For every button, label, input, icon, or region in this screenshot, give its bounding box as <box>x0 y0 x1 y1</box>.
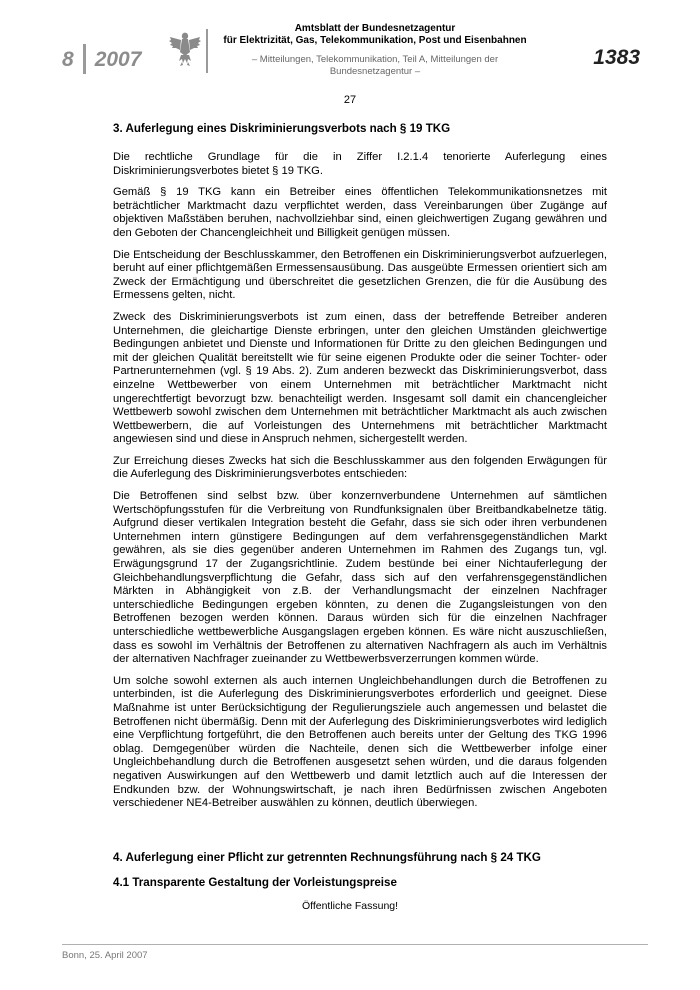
document-body <box>113 122 607 890</box>
journal-subtitle: – Mitteilungen, Telekommunikation, Teil A, Mitteilungen der Bundesnetzagentur – <box>251 54 499 77</box>
paragraph: Die rechtliche Grundlage für die in Ziffer I.2.1.4 tenorierte Auferlegung eines Diskriminierungsverbotes bietet § 19 TKG. <box>113 151 607 177</box>
footer-date: Bonn, 25. April 2007 <box>62 950 148 961</box>
issue-divider <box>83 44 86 74</box>
paragraph: Zweck des Diskriminierungsverbots ist zum einen, dass der betreffende Betreiber anderen Unternehmen, die gleichartige Dienste erbringen, unter den gleichen Umständen gleichwertige Bedingungen anbietet und Dienste und Informationen für Dritte zu den gleichen Bedingungen und mit der gleichen Qualität bereitstellt wie für seine eigenen Produkte oder die seiner Tochter- oder Partnerunternehmen (vgl. § 19 Abs. 2). Zum anderen bezweckt das Diskriminierungsverbot, dass einzelne Wettbewerber von einem Unternehmen mit beträchtlicher Marktmacht nicht ungerechtfertigt bevorzugt bzw. benachteiligt werden. Insgesamt soll damit ein chancengleicher Wettbewerb sowohl zwischen dem Unternehmen mit beträchtlicher Marktmacht als auch zwischen Wettbewerbern, die auf Vorleistungen des Unternehmens mit beträchtlicher Marktmacht angewiesen sind und diese in Anspruch nehmen, sichergestellt werden. <box>113 310 607 446</box>
public-version-note: Öffentliche Fassung! <box>301 900 399 912</box>
issue-number: 8 <box>62 47 74 71</box>
journal-title <box>216 23 534 47</box>
document-page-number: 27 <box>343 94 357 106</box>
paragraph: Die Betroffenen sind selbst bzw. über konzernverbundene Unternehmen auf sämtlichen Wertschöpfungsstufen für die Verbreitung von Rundfunksignalen über Breitbandkabelnetze tätig. Aufgrund dieser vertikalen Integration besteht die Gefahr, dass sie sich oder ihren verbundenen Unternehmen intern günstigere Bedingungen auf dem verfahrensgegenständlichen Markt gewähren, als sie dies gegenüber anderen Unternehmen im Rahmen des Zugangs tun, vgl. Erwägungsgrund 17 der Zugangsrichtlinie. Zudem bestünde bei einer Nichtauferlegung der Gleichbehandlungsverpflichtung die Gefahr, dass sich auf den verfahrensgegenständlichen Märkten in Abhängigkeit von z.B. der Verhandlungsmacht der einzelnen Nachfrager unterschiedliche Bedingungen ergeben könnten, zu denen die Zugangsleistungen von den Betroffenen bezogen werden können. Daraus würden sich für die einzelnen Nachfrager unterschiedliche wettbewerbliche Ausgangslagen ergeben können. Es wäre nicht auszuschließen, dass es sowohl im Verhältnis der Betroffenen zu alternativen Nachfragern als auch im Verhältnis der alternativen Nachfrager zueinander zu Wettbewerbsverzerrungen kommen würde. <box>113 490 607 666</box>
paragraph: Gemäß § 19 TKG kann ein Betreiber eines öffentlichen Telekommunikationsnetzes mit beträchtlicher Marktmacht dazu verpflichtet werden, dass Vereinbarungen über Zugänge auf objektiven Maßstäben beruhen, nachvollziehbar sind, einen gleichwertigen Zugang gewähren und den Geboten der Chancengleichheit und Billigkeit genügen müssen. <box>113 186 607 239</box>
federal-eagle-icon <box>169 28 201 68</box>
journal-title-line2: für Elektrizität, Gas, Telekommunikation, Post und Eisenbahnen <box>223 35 527 46</box>
issue-year: 2007 <box>94 47 142 71</box>
footer-divider <box>62 944 648 945</box>
emblem-divider <box>206 29 208 73</box>
paragraph: Zur Erreichung dieses Zwecks hat sich die Beschlusskammer aus den folgenden Erwägungen für die Auferlegung des Diskriminierungsverbotes entschieden: <box>113 454 607 481</box>
section-3-heading: 3. Auferlegung eines Diskriminierungsverbots nach § 19 TKG <box>113 122 451 135</box>
section-4-heading: 4. Auferlegung einer Pflicht zur getrennten Rechnungsführung nach § 24 TKG <box>113 850 541 864</box>
paragraph: Die Entscheidung der Beschlusskammer, den Betroffenen ein Diskriminierungsverbot aufzuerlegen, beruht auf einer pflichtgemäßen Ermessensausübung. Das ausgeübte Ermessen orientiert sich am Zweck der Ermächtigung und überschreitet die gesetzlichen Grenzen, die für die Ausübung des Ermessens gelten, nicht. <box>113 248 607 302</box>
journal-title-line1: Amtsblatt der Bundesnetzagentur <box>294 23 456 34</box>
journal-page-number: 1383 <box>593 46 640 69</box>
paragraph: Um solche sowohl externen als auch internen Ungleichbehandlungen durch die Betroffenen zu unterbinden, ist die Auferlegung des Diskriminierungsverbotes erforderlich und geeignet. Diese Maßnahme ist unter Berücksichtigung der Regulierungsziele auch angemessen und belastet die Betroffenen nicht übermäßig. Denn mit der Auferlegung des Diskriminierungsverbotes wird lediglich eine Verpflichtung fortgeführt, die den Betroffenen auch bereits unter der Geltung des TKG 1996 oblag. Demgegenüber würden die Nachteile, denen sich die Wettbewerber infolge einer Ungleichbehandlung durch die Betroffenen ausgesetzt sehen würden, und die daraus folgenden negativen Auswirkungen auf den Wettbewerb und damit letztlich auch auf die Interessen der Endkunden bzw. der Wohnungswirtschaft, je nach ihren Bedürfnissen zwischen Angeboten verschiedener NE4-Betreiber auswählen zu können, deutlich überwiegen. <box>113 674 607 810</box>
section-4-1-heading: 4.1 Transparente Gestaltung der Vorleistungspreise <box>113 875 397 889</box>
issue-label <box>62 44 141 74</box>
